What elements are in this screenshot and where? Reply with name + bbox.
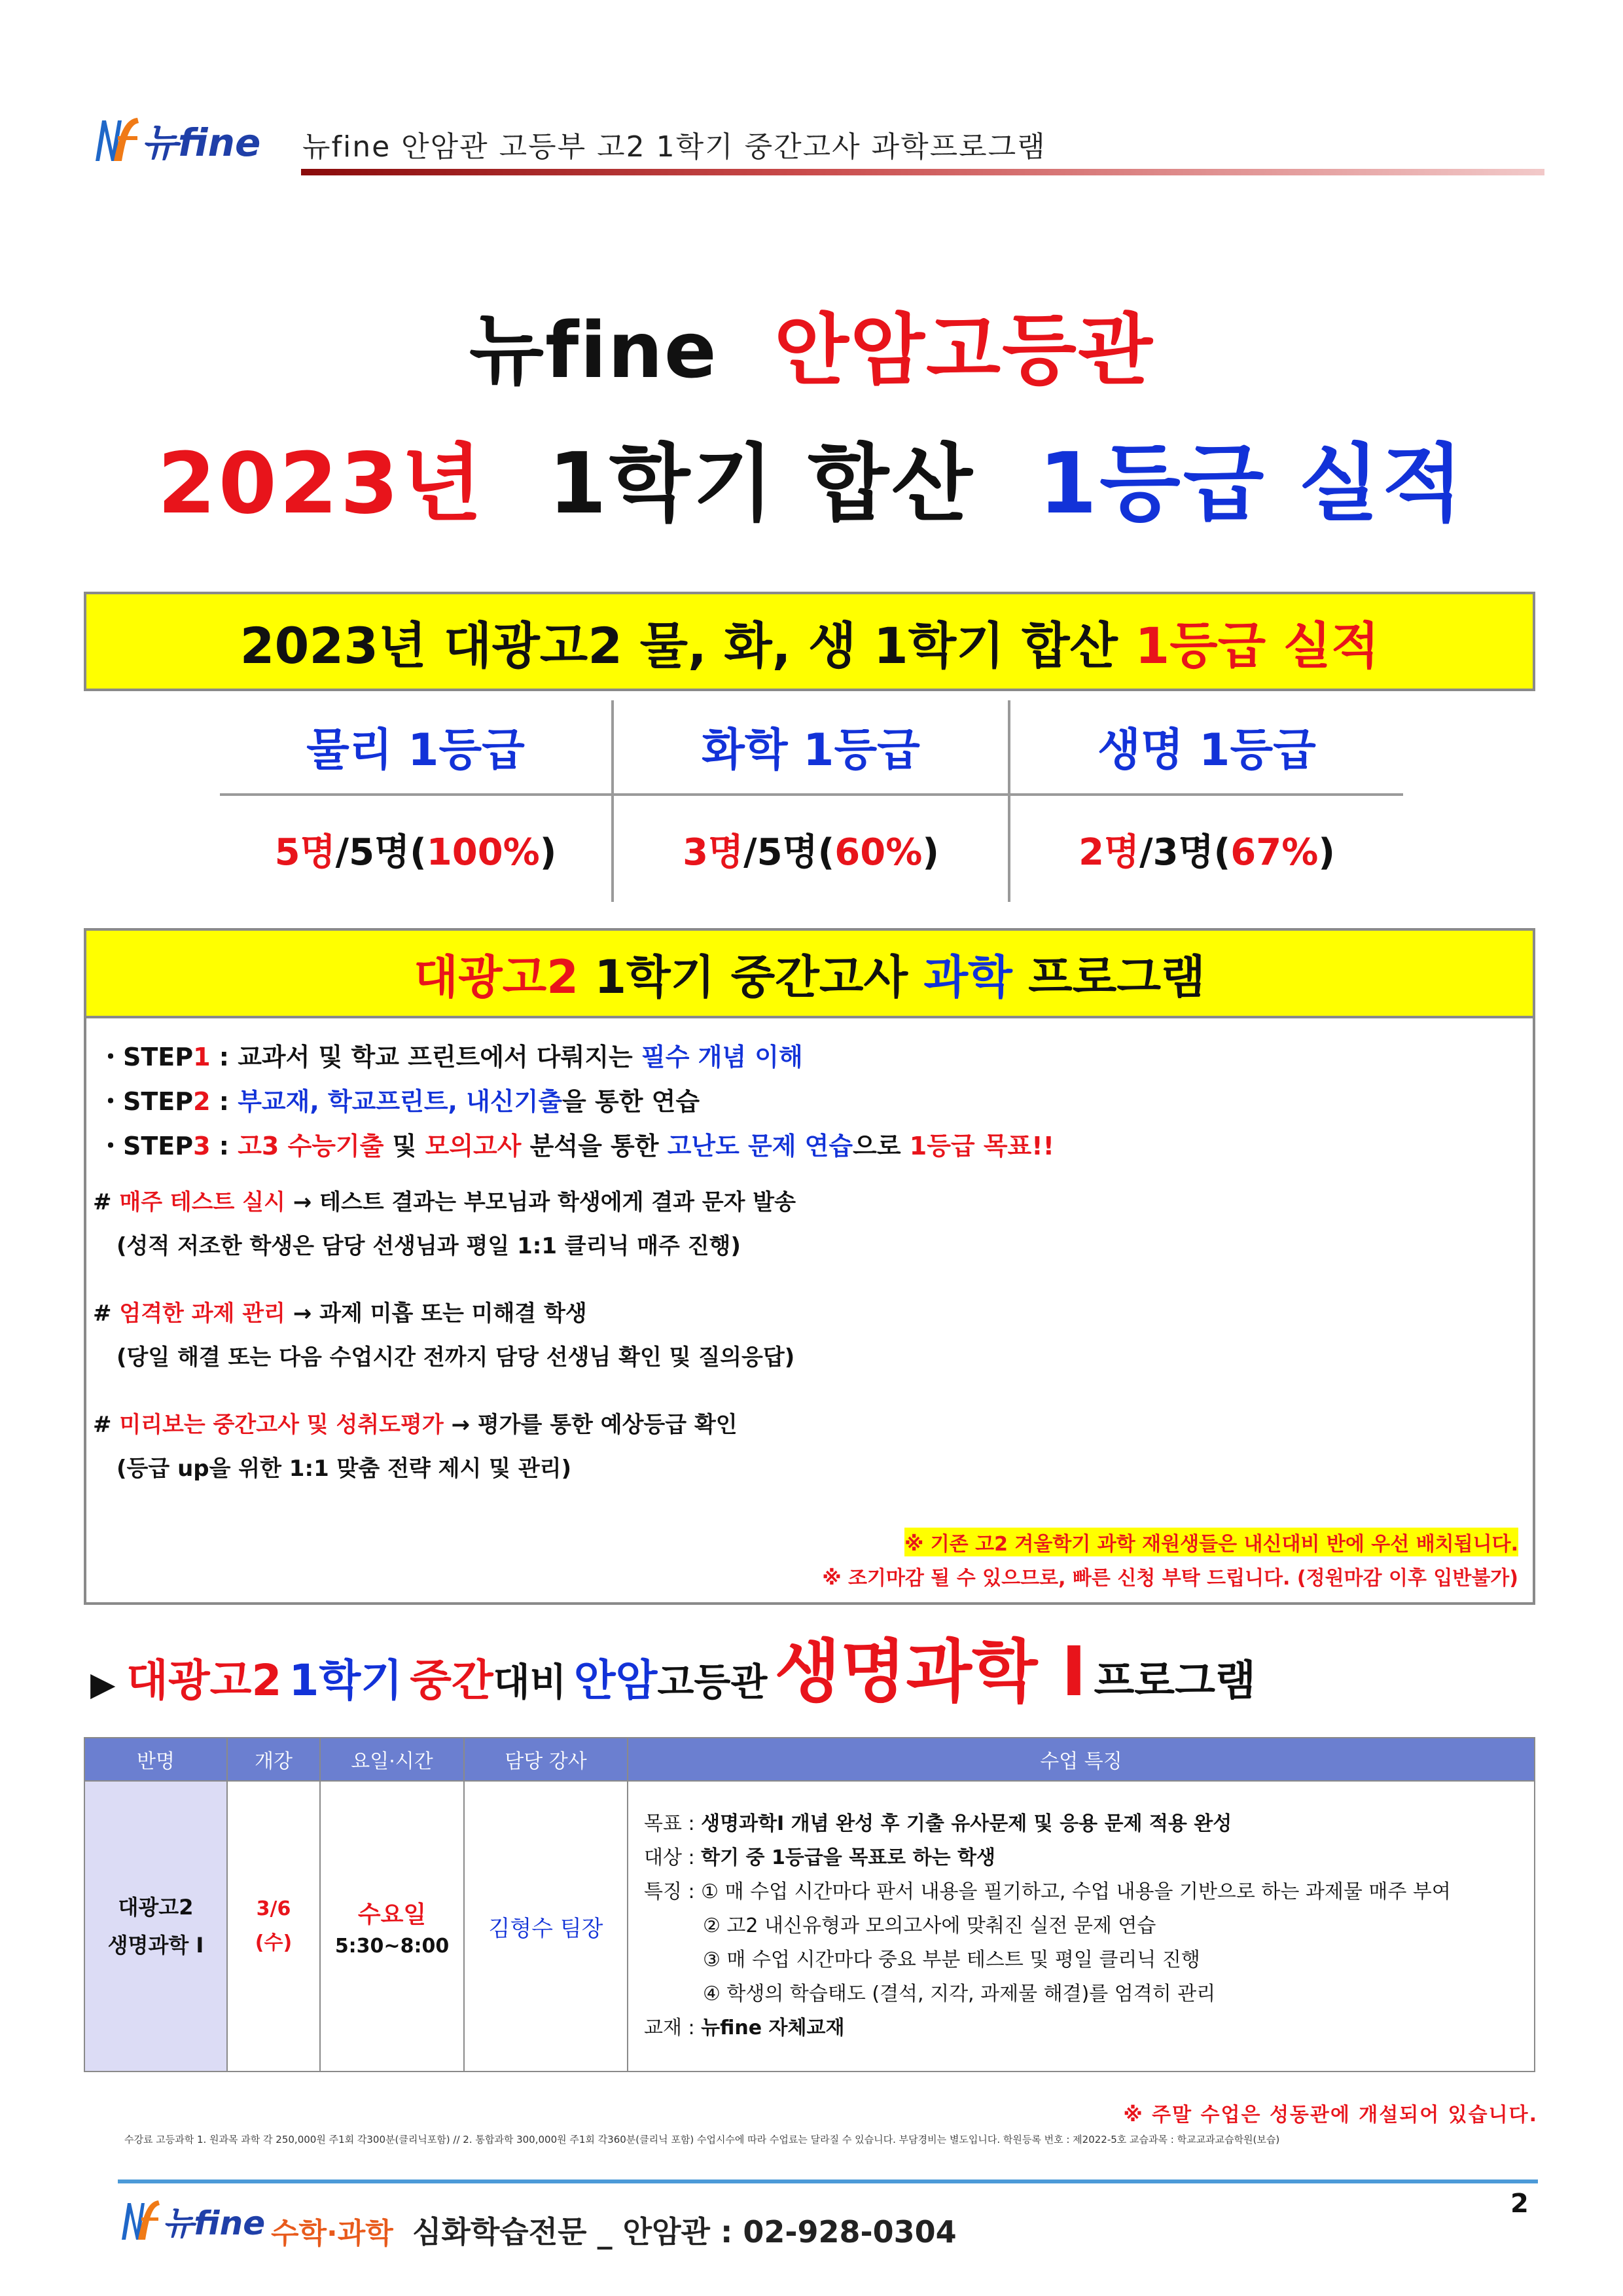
note-homework: # 엄격한 과제 관리 → 과제 미흡 또는 미해결 학생 — [93, 1300, 587, 1327]
section-subject: 생명과학 Ⅰ — [774, 1632, 1087, 1712]
cell-teacher: 김형수 팀장 — [464, 1781, 628, 2072]
main-title-grade: 1등급 실적 — [1039, 435, 1466, 533]
header-divider — [301, 169, 1544, 175]
main-title-brand: 뉴fine — [469, 305, 718, 395]
result-chemistry-head: 화학 1등급 — [702, 725, 920, 776]
footer-logo-text: 뉴fine — [162, 2204, 266, 2242]
main-title-line1 — [0, 288, 1623, 399]
section-midterm: 중간 — [410, 1655, 493, 1706]
main-title-year: 2023년 — [157, 435, 485, 533]
footer-divider — [118, 2179, 1538, 2183]
section-title — [90, 1617, 1543, 1712]
result-physics — [220, 706, 611, 902]
note-weekly-test: # 매주 테스트 실시 → 테스트 결과는 부모님과 학생에게 결과 문자 발송 — [93, 1189, 796, 1215]
logo-mark-icon — [90, 110, 274, 170]
section-branch: 고등관 — [657, 1660, 768, 1704]
warning-early-close: ※ 조기마감 될 수 있으므로, 빠른 신청 부탁 드립니다. (정원마감 이후 입반불가) — [822, 1567, 1518, 1590]
result-biology — [1010, 706, 1403, 902]
cell-class: 대광고2 생명과학 Ⅰ — [84, 1781, 227, 2072]
note-mock-exam-detail: (등급 up을 위한 1:1 맞춤 전략 제시 및 관리) — [116, 1456, 572, 1482]
step-3: ・STEP3 : 고3 수능기출 및 모의고사 분석을 통한 고난도 문제 연습으로 1등급 목표!! — [98, 1132, 1054, 1160]
page-number: 2 — [1510, 2189, 1529, 2219]
arrow-right-icon: ▶ — [90, 1665, 116, 1703]
program-banner-subject: 과학 — [923, 950, 1012, 1004]
col-header-schedule: 요일·시간 — [320, 1738, 464, 1781]
table-header-row — [84, 1738, 1535, 1781]
program-banner-term: 1학기 중간고사 — [594, 950, 908, 1004]
result-physics-value: 5명/5명(100%) — [274, 831, 557, 874]
col-header-class: 반명 — [84, 1738, 227, 1781]
header-subtitle: 뉴fine 안암관 고등부 고2 1학기 중간고사 과학프로그램 — [302, 130, 1046, 164]
result-chemistry-value: 3명/5명(60%) — [683, 831, 939, 874]
section-term: 1학기 — [289, 1655, 402, 1706]
col-header-teacher: 담당 강사 — [464, 1738, 628, 1781]
results-banner-text: 2023년 대광고2 물, 화, 생 1학기 합산 — [240, 616, 1118, 675]
col-header-start: 개강 — [227, 1738, 320, 1781]
note-homework-detail: (당일 해결 또는 다음 수업시간 전까지 담당 선생님 확인 및 질의응답) — [116, 1344, 795, 1371]
header-logo — [90, 110, 274, 170]
result-biology-value: 2명/3명(67%) — [1079, 831, 1335, 874]
main-title-semester: 1학기 합산 — [548, 435, 975, 533]
course-table — [84, 1737, 1535, 2072]
main-title-line2 — [0, 416, 1623, 537]
result-physics-head: 물리 1등급 — [306, 725, 525, 776]
table-row — [84, 1781, 1535, 2072]
footer-logo — [118, 2194, 281, 2246]
header-logo-text: 뉴fine — [141, 120, 261, 165]
cell-start: 3/6 (수) — [227, 1781, 320, 2072]
logo-mark-icon — [118, 2194, 281, 2246]
col-header-features: 수업 특징 — [628, 1738, 1535, 1781]
program-banner-school: 대광고2 — [414, 950, 579, 1004]
fine-print: 수강료 고등과학 1. 원과목 과학 각 250,000원 주1회 각300분(클리닉포함) // 2. 통합과학 300,000원 주1회 각360분(클리닉 포함) 수업시수에 따라 수업료는 달라질 수 있습니다. 부담경비는 별도입니다. 학원등록 번호 : 제2022-5호 교습과목 : 학교교과교습학원(보습) — [124, 2134, 1280, 2145]
warning-priority: ※ 기존 고2 겨울학기 과학 재원생들은 내신대비 반에 우선 배치됩니다. — [904, 1528, 1518, 1556]
program-banner-suffix: 프로그램 — [1028, 950, 1205, 1004]
program-banner — [84, 928, 1535, 1018]
result-biology-head: 생명 1등급 — [1097, 725, 1316, 776]
note-weekly-test-detail: (성적 저조한 학생은 담당 선생님과 평일 1:1 클리닉 매주 진행) — [116, 1233, 741, 1259]
section-anam: 안암 — [573, 1655, 658, 1706]
section-school: 대광고2 — [126, 1655, 282, 1706]
section-prep: 대비 — [493, 1660, 567, 1704]
note-mock-exam: # 미리보는 중간고사 및 성취도평가 → 평가를 통한 예상등급 확인 — [93, 1412, 738, 1438]
footer-subjects: 수학·과학 — [271, 2217, 393, 2250]
cell-features: 목표 : 생명과학Ⅰ 개념 완성 후 기출 유사문제 및 응용 문제 적용 완성 대상 : 학기 중 1등급을 목표로 하는 학생 특징 : ① 매 수업 시간마다 판서 내용을 필기하고, 수업 내용을 기반으로 하는 과제물 매주 부여 ② 고2 내신유형과 모의고사에 맞춰진 실전 문제 연습 ③ 매 수업 시간마다 중요 부분 테스트 및 평일 클리닉 진행 ④ 학생의 학습태도 (결석, 지각, 과제물 해결)를 엄격히 관리 교재 : 뉴fine 자체교재 — [628, 1781, 1535, 2072]
step-1: ・STEP1 : 교과서 및 학교 프린트에서 다뤄지는 필수 개념 이해 — [98, 1043, 803, 1071]
main-title-branch: 안암고등관 — [774, 305, 1154, 395]
results-banner-highlight: 1등급 실적 — [1135, 616, 1380, 675]
footer-contact: 심화학습전문 _ 안암관 : 02-928-0304 — [412, 2214, 957, 2250]
section-program: 프로그램 — [1094, 1657, 1256, 1706]
step-2: ・STEP2 : 부교재, 학교프린트, 내신기출을 통한 연습 — [98, 1087, 700, 1116]
weekend-note: ※ 주말 수업은 성동관에 개설되어 있습니다. — [1123, 2104, 1538, 2126]
results-banner — [84, 592, 1535, 691]
result-chemistry — [614, 706, 1008, 902]
cell-schedule: 수요일 5:30~8:00 — [320, 1781, 464, 2072]
